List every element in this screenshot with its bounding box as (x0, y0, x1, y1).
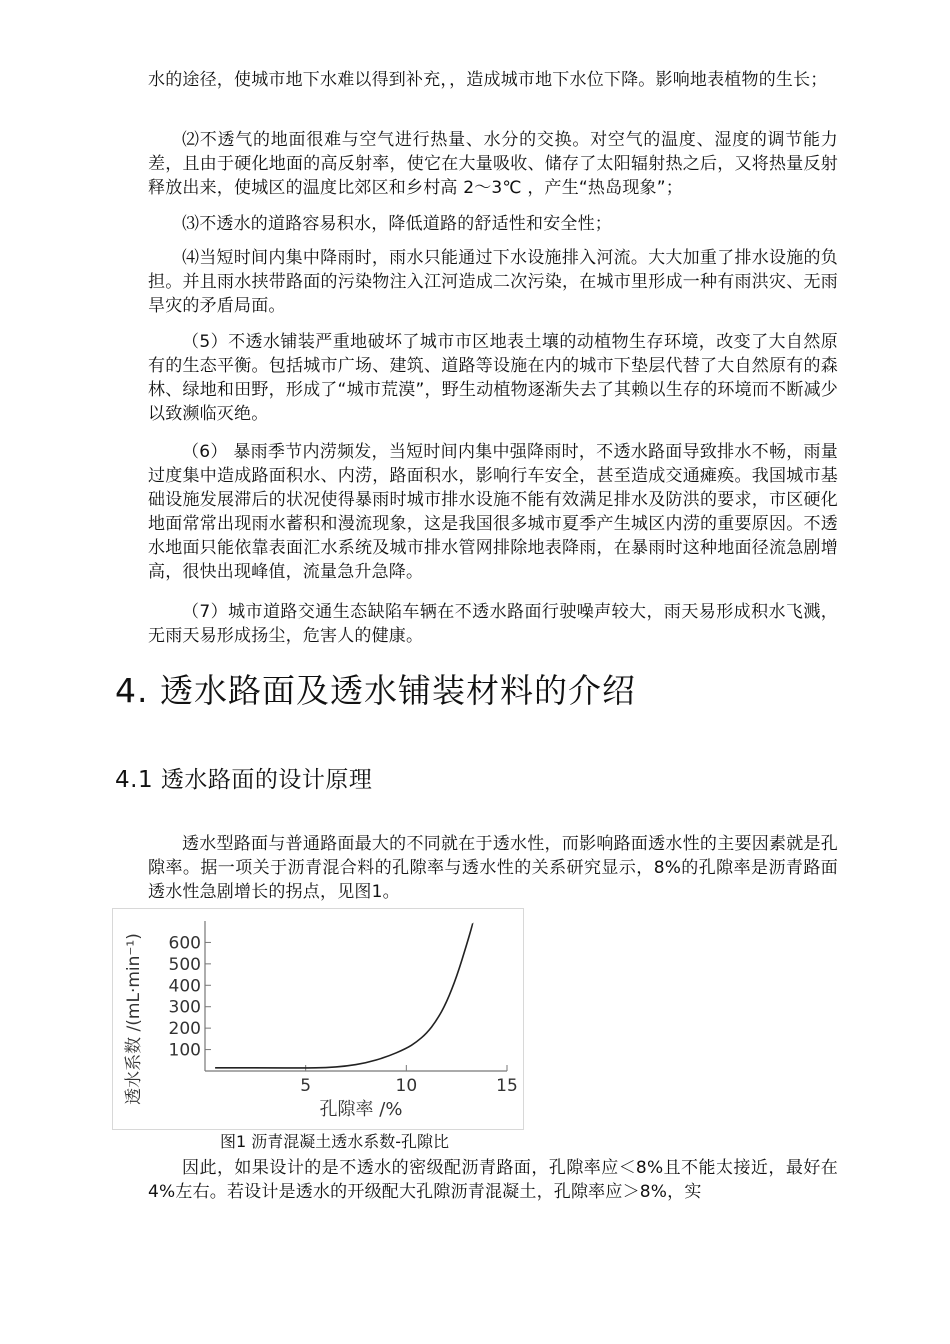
y-axis-label: 透水系数 /(mL·min⁻¹) (124, 933, 144, 1105)
chart-ticks (169, 933, 518, 1096)
subsection-heading: 4.1 透水路面的设计原理 (115, 767, 373, 793)
y-tick-label: 400 (168, 976, 201, 997)
figure-permeability-chart (112, 908, 524, 1130)
x-tick-label: 15 (496, 1076, 518, 1096)
paragraph-heat-island: ⑵不透气的地面很难与空气进行热量、水分的交换。对空气的温度、湿度的调节能力差，且由于硬化地面的高反射率，使它在大量吸收、储存了太阳辐射热之后，又将热量反射释放出来，使城区的温度比郊区和乡村高 2～3℃ ，产生“热岛现象”； (148, 130, 838, 198)
x-axis-label: 孔隙率 /% (319, 1099, 403, 1120)
paragraph-ecology: （5）不透水铺装严重地破坏了城市市区地表土壤的动植物生存环境，改变了大自然原有的生态平衡。包括城市广场、建筑、道路等设施在内的城市下垫层代替了大自然原有的森林、绿地和田野，形成了“城市荒漠”，野生动植物逐渐失去了其赖以生存的环境而不断减少以致濒临灭绝。 (148, 332, 838, 424)
paragraph-groundwater: 水的途径，使城市地下水难以得到补充，，造成城市地下水位下降。影响地表植物的生长； (148, 70, 828, 90)
paragraph-design-principle: 透水型路面与普通路面最大的不同就在于透水性，而影响路面透水性的主要因素就是孔隙率。据一项关于沥青混合料的孔隙率与透水性的关系研究显示，8%的孔隙率是沥青路面透水性急剧增长的拐点，见图1。 (148, 834, 838, 902)
x-tick-label: 10 (395, 1076, 418, 1096)
section-heading: 4. 透水路面及透水铺装材料的介绍 (115, 671, 636, 710)
series-line (215, 923, 473, 1068)
chart-axes (205, 921, 507, 1071)
x-tick-label: 5 (300, 1076, 312, 1096)
paragraph-noise-dust: （7）城市道路交通生态缺陷车辆在不透水路面行驶噪声较大，雨天易形成积水飞溅，无雨天易形成扬尘，危害人的健康。 (148, 602, 838, 646)
y-tick-label: 600 (168, 933, 201, 954)
paragraph-waterlogging: ⑶不透水的道路容易积水，降低道路的舒适性和安全性； (182, 214, 612, 234)
paragraph-drainage: ⑷当短时间内集中降雨时，雨水只能通过下水设施排入河流。大大加重了排水设施的负担。并且雨水挟带路面的污染物注入江河造成二次污染，在城市里形成一种有雨洪灾、无雨旱灾的矛盾局面。 (148, 248, 838, 316)
paragraph-flooding: （6） 暴雨季节内涝频发，当短时间内集中强降雨时，不透水路面导致排水不畅，雨量过度集中造成路面积水、内涝，路面积水，影响行车安全，甚至造成交通瘫痪。我国城市基础设施发展滞后的状况使得暴雨时城市排水设施不能有效满足排水及防洪的要求，市区硬化地面常常出现雨水蓄积和漫流现象，这是我国很多城市夏季产生城区内涝的重要原因。不透水地面只能依靠表面汇水系统及城市排水管网排除地表降雨，在暴雨时这种地面径流急剧增高，很快出现峰值，流量急升急降。 (148, 442, 838, 582)
y-tick-label: 200 (168, 1019, 201, 1040)
y-tick-label: 100 (168, 1040, 201, 1061)
y-tick-label: 500 (168, 954, 201, 975)
y-tick-label: 300 (168, 997, 201, 1018)
figure-caption: 图1 沥青混凝土透水系数-孔隙比 (220, 1132, 450, 1151)
chart (113, 909, 523, 1129)
paragraph-conclusion: 因此，如果设计的是不透水的密级配沥青路面，孔隙率应＜8%且不能太接近，最好在 4%左右。若设计是透水的开级配大孔隙沥青混凝土，孔隙率应＞8%，实 (148, 1158, 838, 1202)
